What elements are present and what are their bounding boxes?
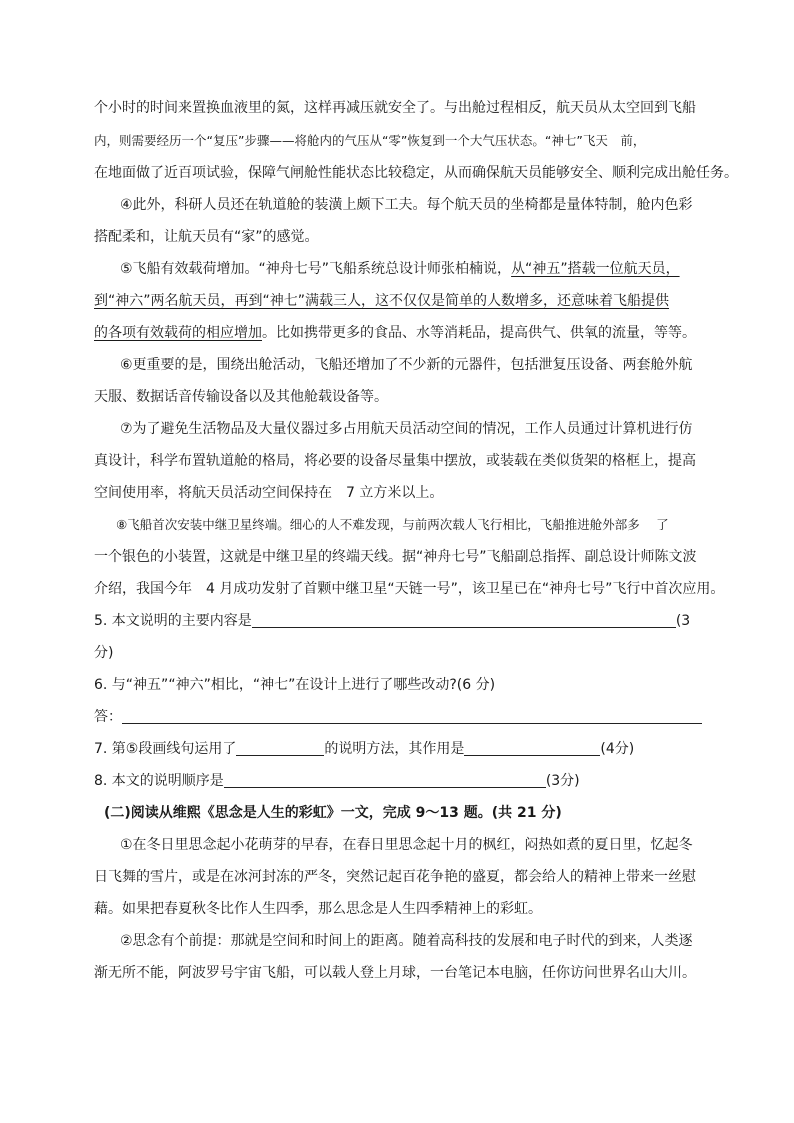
- question-7-score: (4分): [600, 741, 635, 757]
- question-5-text: 5. 本文说明的主要内容是: [94, 613, 252, 629]
- question-8: [94, 768, 706, 794]
- section-2-paragraph-line: ①在冬日里思念起小花萌芽的早春，在春日里思念起十月的枫红，闷热如煮的夏日里，忆起冬: [120, 837, 693, 853]
- answer-blank-q7a[interactable]: [236, 739, 324, 756]
- paragraph-8-line: 一个银色的小装置，这就是中继卫星的终端天线。据“神舟七号”飞船副总指挥、副总设计师陈文波: [94, 549, 697, 565]
- paragraph-5-text: 。比如携带更多的食品、水等消耗品，提高供气、供氧的流量，等等。: [262, 325, 696, 341]
- section-2-paragraph-line: 藉。如果把春夏秋冬比作人生四季，那么思念是人生四季精神上的彩虹。: [94, 901, 542, 917]
- question-5-score-wrap: 分): [94, 645, 114, 661]
- paragraph-5-line: [94, 320, 706, 346]
- section-2-paragraph-line: ②思念有个前提：那就是空间和时间上的距离。随着高科技的发展和电子时代的到来，人类逐: [120, 933, 693, 949]
- underlined-sentence: 从“神五”搭载一位航天员，: [511, 261, 680, 277]
- question-8-text: 8. 本文的说明顺序是: [94, 773, 224, 789]
- paragraph-line: 在地面做了近百项试验，保障气闸舱性能状态比较稳定，从而确保航天员能够安全、顺利完成出舱任务。: [94, 165, 738, 181]
- answer-blank-q5[interactable]: [252, 611, 676, 628]
- question-5-score: (3: [675, 613, 691, 629]
- paragraph-6-line: ⑥更重要的是，围绕出舱活动，飞船还增加了不少新的元器件，包括泄复压设备、两套舱外航: [120, 357, 693, 373]
- answer-blank-q8[interactable]: [224, 771, 546, 788]
- paragraph-7-line: ⑦为了避免生活物品及大量仪器过多占用航天员活动空间的情况，工作人员通过计算机进行仿: [120, 421, 693, 437]
- paragraph-4-line: ④此外，科研人员还在轨道舱的装潢上颇下工夫。每个航天员的坐椅都是量体特制，舱内色彩: [120, 197, 693, 213]
- paragraph-8-line: ⑧飞船首次安装中继卫星终端。细心的人不难发现，与前两次载人飞行相比，飞船推进舱外部多 了: [116, 517, 669, 532]
- section-2-heading: (二)阅读从维熙《思念是人生的彩虹》一文，完成 9～13 题。(共 21 分): [104, 805, 562, 821]
- question-6: 6. 与“神五”“神六”相比，“神七”在设计上进行了哪些改动?(6 分): [94, 677, 496, 693]
- underlined-sentence: 到“神六”两名航天员，再到“神七”满载三人，这不仅仅是简单的人数增多，还意味着飞船提供: [94, 293, 670, 309]
- section-2-paragraph-line: 日飞舞的雪片，或是在冰河封冻的严冬，突然记起百花争艳的盛夏，都会给人的精神上带来一丝慰: [94, 869, 696, 885]
- answer-blank-q6[interactable]: [122, 707, 702, 724]
- paragraph-7-line: 真设计，科学布置轨道舱的格局，将必要的设备尽量集中摆放，或装载在类似货架的格框上，提高: [94, 453, 696, 469]
- paragraph-line: 内，则需要经历一个“复压”步骤——将舱内的气压从“零”恢复到一个大气压状态。“神七”飞天 前，: [94, 133, 646, 148]
- paragraph-8-line: 介绍，我国今年 4 月成功发射了首颗中继卫星“天链一号”，该卫星已在“神舟七号”飞行中首次应用。: [94, 581, 725, 597]
- answer-blank-q7b[interactable]: [464, 739, 600, 756]
- paragraph-6-line: 天服、数据话音传输设备以及其他舱载设备等。: [94, 389, 388, 405]
- underlined-sentence: 的各项有效载荷的相应增加: [94, 325, 262, 341]
- answer-label: 答：: [94, 709, 122, 725]
- question-7-text: 的说明方法，其作用是: [324, 741, 465, 757]
- paragraph-7-line: 空间使用率，将航天员活动空间保持在 7 立方米以上。: [94, 485, 444, 501]
- question-5: [94, 608, 706, 634]
- paragraph-5-line: [120, 256, 732, 282]
- paragraph-4-line: 搭配柔和，让航天员有“家”的感觉。: [94, 229, 319, 245]
- section-2-paragraph-line: 渐无所不能，阿波罗号宇宙飞船，可以载人登上月球，一台笔记本电脑，任你访问世界名山大川。: [94, 965, 696, 981]
- question-6-answer: [94, 704, 706, 730]
- question-7: [94, 736, 706, 762]
- paragraph-line: 个小时的时间来置换血液里的氮，这样再减压就安全了。与出舱过程相反，航天员从太空回到飞船: [94, 100, 696, 116]
- question-8-score: (3分): [545, 773, 580, 789]
- question-7-text: 7. 第⑤段画线句运用了: [94, 741, 237, 757]
- paragraph-5-text: ⑤飞船有效载荷增加。“神舟七号”飞船系统总设计师张柏楠说，: [120, 261, 512, 277]
